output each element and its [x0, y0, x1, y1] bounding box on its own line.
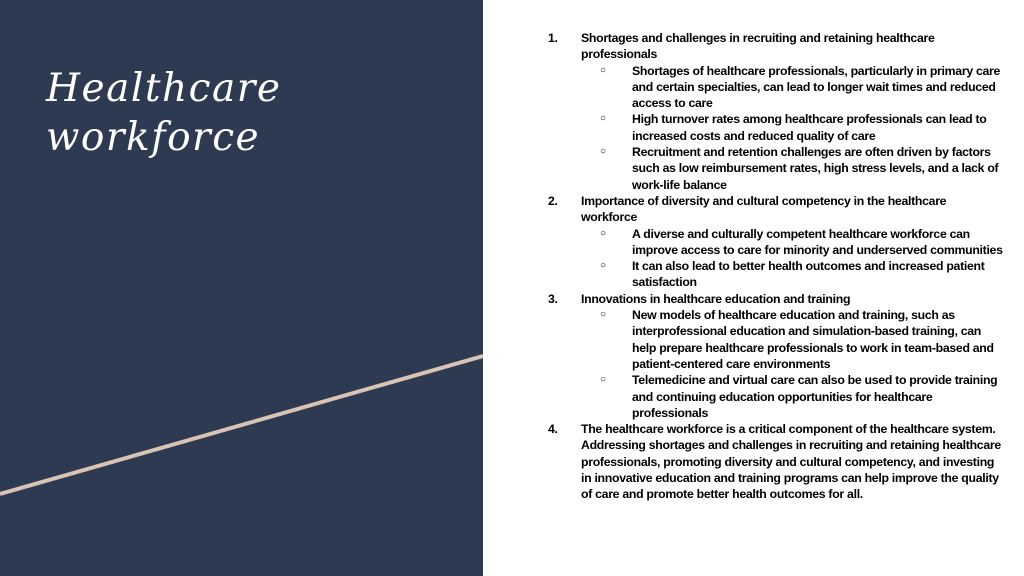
sub-list-item-text: Shortages of healthcare professionals, particularly in primary care and certain specialties, can lead to longer wait times and reduced access to care: [632, 63, 1001, 111]
list-item: [483, 421, 1003, 502]
hollow-circle-bullet-icon: ○: [600, 374, 606, 386]
sub-list-item-text: Recruitment and retention challenges are often driven by factors such as low reimbursement rates, high stress levels, and a lack of work-life balance: [632, 145, 999, 192]
sub-list-item: [581, 111, 1003, 144]
content-panel: [483, 0, 1024, 576]
hollow-circle-bullet-icon: ○: [600, 146, 606, 158]
list-item-number: 1.: [548, 31, 558, 45]
sub-list-item-text: It can also lead to better health outcomes and increased patient satisfaction: [632, 259, 985, 290]
list-item-text: Importance of diversity and cultural competency in the healthcare workforce: [581, 193, 947, 225]
hollow-circle-bullet-icon: ○: [600, 309, 606, 321]
hollow-circle-bullet-icon: ○: [600, 64, 606, 76]
sub-list-item: [581, 258, 1003, 291]
diagonal-accent-line: [0, 0, 483, 576]
sub-bullet-list: [581, 226, 1003, 291]
list-item-text: The healthcare workforce is a critical component of the healthcare system. Addressing shortages and challenges in recruiting and retaining healthcare professionals, promoting diversity and cultural competency, and investing in innovative education and training programs can help improve the quality of care and promote better health outcomes for all.: [581, 422, 1001, 502]
list-item-text: Innovations in healthcare education and training: [581, 291, 851, 306]
hollow-circle-bullet-icon: ○: [600, 227, 606, 239]
sub-list-item-text: Telemedicine and virtual care can also be used to provide training and continuing education opportunities for healthcare professionals: [632, 373, 998, 420]
list-item-number: 4.: [548, 422, 558, 437]
sub-list-item: [581, 226, 1003, 259]
sub-list-item: [581, 307, 1003, 372]
slide-title-line: workforce: [46, 115, 261, 160]
sub-list-item: [581, 372, 1003, 421]
sub-list-item-text: A diverse and culturally competent healthcare workforce can improve access to care for minority and underserved communities: [632, 226, 1003, 257]
sub-bullet-list: [581, 307, 1003, 421]
sub-list-item: [581, 63, 1003, 112]
hollow-circle-bullet-icon: ○: [600, 260, 606, 272]
list-item-number: 2.: [548, 193, 558, 208]
sub-list-item: [581, 144, 1003, 193]
sub-list-item-text: New models of healthcare education and training, such as interprofessional education and simulation-based training, can help prepare healthcare professionals to work in team-based and patient-centered care environments: [632, 308, 994, 371]
list-item: [483, 30, 1003, 193]
main-numbered-list: [483, 30, 1003, 503]
list-item-number: 3.: [548, 291, 558, 306]
hollow-circle-bullet-icon: ○: [600, 113, 606, 125]
slide-title-line: Healthcare: [46, 66, 282, 111]
title-panel: [0, 0, 483, 576]
sub-bullet-list: [581, 63, 1003, 193]
accent-stroke: [0, 356, 483, 494]
list-item-text: Shortages and challenges in recruiting and retaining healthcare professionals: [581, 31, 935, 62]
list-item: [483, 291, 1003, 421]
sub-list-item-text: High turnover rates among healthcare professionals can lead to increased costs and reduced quality of care: [632, 112, 987, 143]
list-item: [483, 193, 1003, 291]
